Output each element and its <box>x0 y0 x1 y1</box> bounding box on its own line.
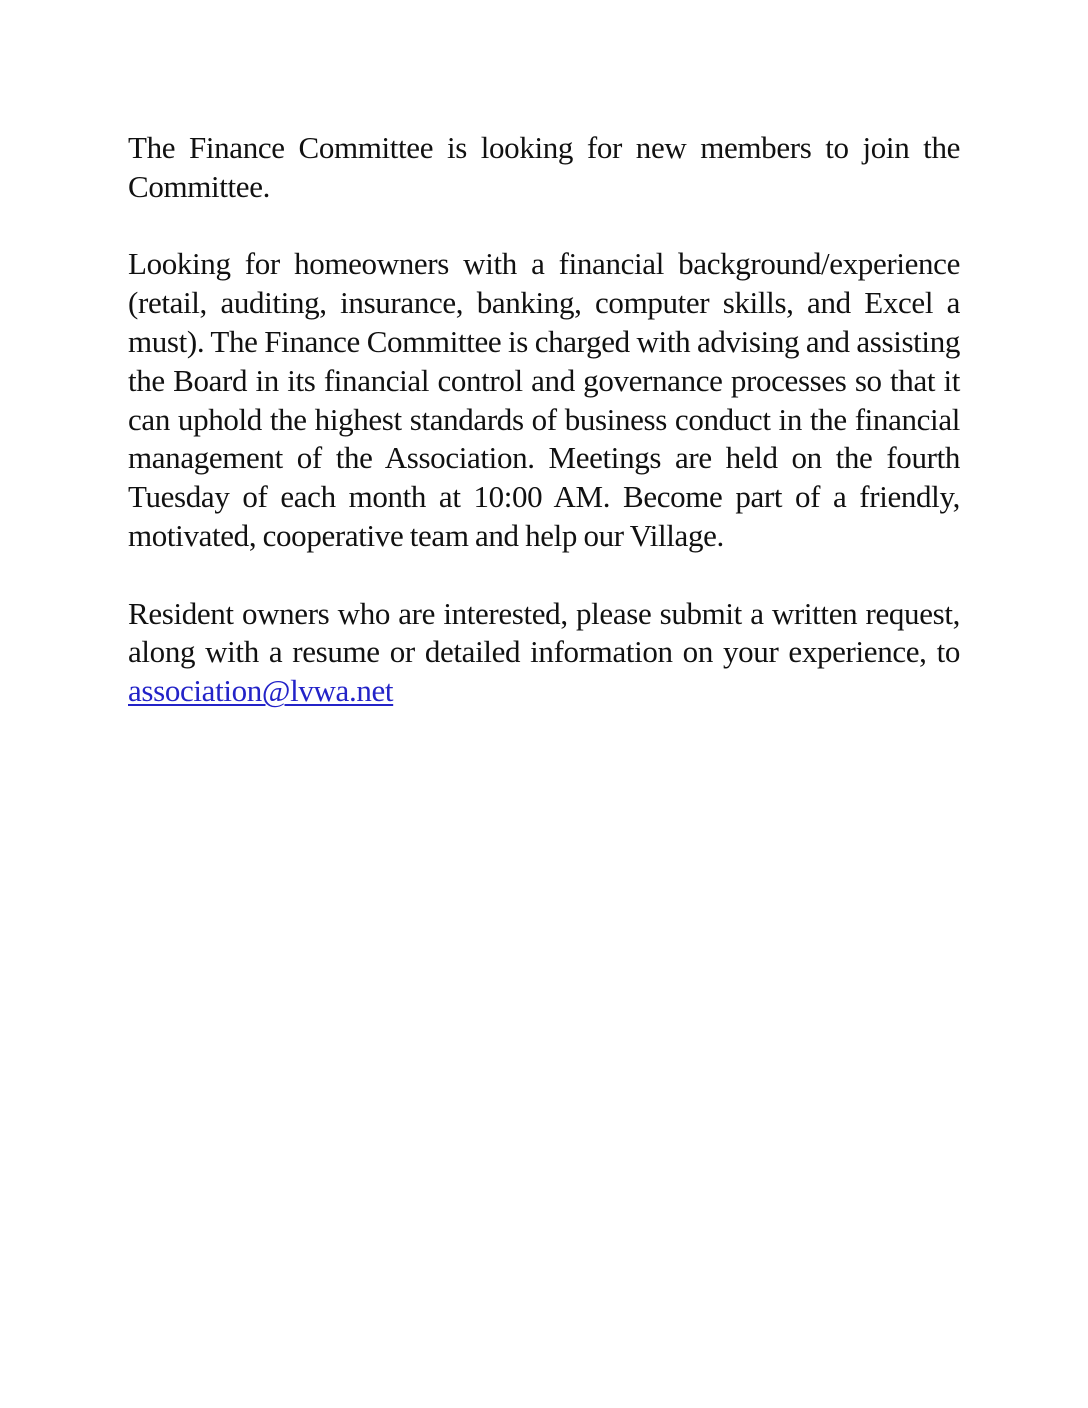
email-link[interactable]: association@lvwa.net <box>128 673 394 709</box>
paragraph-intro: The Finance Committee is looking for new members to join the Committee. <box>128 130 960 204</box>
document-page <box>128 129 960 750</box>
apply-instructions-text: Resident owners who are interested, please submit a written request, along with a resume or detailed information on your experience, to <box>128 595 960 670</box>
paragraph-how-to-apply <box>128 595 960 711</box>
paragraph-requirements: Looking for homeowners with a financial background/experience (retail, auditing, insurance, banking, computer skills, and Excel a must). The Finance Committee is charged with advising and assisting the Board in its financial control and governance processes so that it can uphold the highest standards of business conduct in the financial management of the Association. Meetings are held on the fourth Tuesday of each month at 10:00 AM. Become part of a friendly, motivated, cooperative team and help our Village. <box>128 246 960 553</box>
